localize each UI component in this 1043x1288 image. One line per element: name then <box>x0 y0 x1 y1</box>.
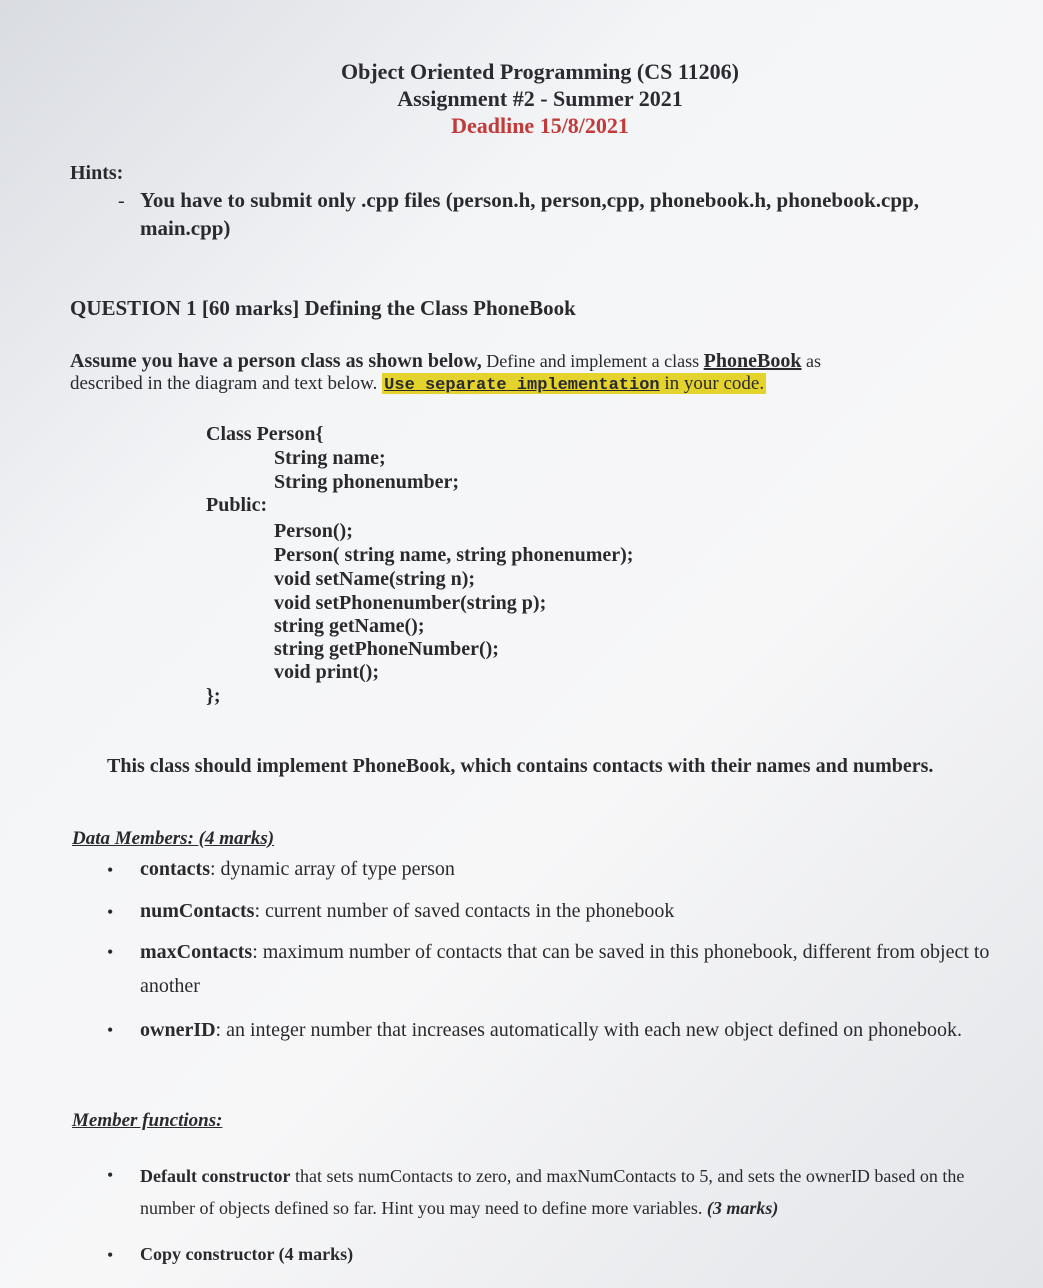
data-member-item <box>140 935 1000 1003</box>
bullet-icon: • <box>107 1165 114 1185</box>
description-paragraph: This class should implement PhoneBook, which contains contacts with their names and numbers. <box>107 755 934 777</box>
hints-label: Hints: <box>70 162 124 184</box>
intro-line-1 <box>70 350 821 373</box>
code-line: Public: <box>206 494 268 516</box>
question-heading: QUESTION 1 [60 marks] Defining the Class PhoneBook <box>70 296 576 320</box>
data-members-heading: Data Members: (4 marks) <box>72 828 275 849</box>
code-line: Person(); <box>274 520 353 542</box>
code-line: }; <box>206 685 221 707</box>
code-line: Person( string name, string phonenumer); <box>274 544 634 566</box>
member-desc: : an integer number that increases automatically with each new object defined on phonebook. <box>215 1019 962 1041</box>
intro-normal: Define and implement a class <box>481 351 704 371</box>
course-title: Object Oriented Programming (CS 11206) <box>341 59 739 84</box>
highlighted-instruction <box>382 373 766 394</box>
member-name: ownerID <box>140 1019 216 1041</box>
data-member-item <box>140 894 1000 928</box>
hint-text: You have to submit only .cpp files (person.h, person,cpp, phonebook.h, phonebook.cpp, main.cpp) <box>140 188 919 240</box>
intro-class-name: PhoneBook <box>703 350 802 372</box>
member-name: numContacts <box>140 900 255 922</box>
bullet-icon: • <box>107 1245 114 1265</box>
bullet-icon: • <box>107 860 114 880</box>
title-block <box>0 58 1043 139</box>
intro-line-2 <box>70 373 766 395</box>
code-line: string getPhoneNumber(); <box>274 638 499 660</box>
member-desc: : current number of saved contacts in the phonebook <box>254 900 675 922</box>
intro-line2-text: described in the diagram and text below. <box>70 373 383 394</box>
hint-dash: - <box>118 190 125 212</box>
code-line: String phonenumber; <box>274 471 460 493</box>
bullet-icon: • <box>107 902 114 922</box>
highlight-rest: in your code. <box>659 373 765 394</box>
function-name: Copy constructor (4 marks) <box>140 1244 354 1264</box>
code-line: void print(); <box>274 661 379 683</box>
member-function-item <box>140 1160 1000 1224</box>
code-line: String name; <box>274 447 386 469</box>
intro-as: as <box>801 351 821 371</box>
data-member-item <box>140 1013 1000 1047</box>
code-line: void setPhonenumber(string p); <box>274 592 547 614</box>
function-marks: (3 marks) <box>706 1198 779 1218</box>
assignment-subtitle: Assignment #2 - Summer 2021 <box>397 86 683 111</box>
member-name: contacts <box>140 858 210 880</box>
function-name: Default constructor <box>140 1166 291 1186</box>
data-member-item <box>140 852 1000 886</box>
member-name: maxContacts <box>140 941 253 963</box>
member-desc: : maximum number of contacts that can be saved in this phonebook, different from object to another <box>140 941 990 997</box>
code-line: string getName(); <box>274 615 425 637</box>
member-function-item <box>140 1238 1000 1270</box>
bullet-icon: • <box>107 942 114 962</box>
member-functions-heading: Member functions: <box>72 1110 223 1131</box>
function-desc: that sets numContacts to zero, and maxNumContacts to 5, and sets the ownerID based on the number of objects defined so far. Hint you may need to define more variables. <box>140 1166 965 1218</box>
intro-bold: Assume you have a person class as shown below, <box>70 350 482 372</box>
bullet-icon: • <box>107 1020 114 1040</box>
deadline: Deadline 15/8/2021 <box>451 113 629 138</box>
member-desc: : dynamic array of type person <box>209 858 455 880</box>
highlight-bold: Use separate implementation <box>384 376 660 395</box>
code-line: Class Person{ <box>206 423 324 445</box>
code-line: void setName(string n); <box>274 568 476 590</box>
